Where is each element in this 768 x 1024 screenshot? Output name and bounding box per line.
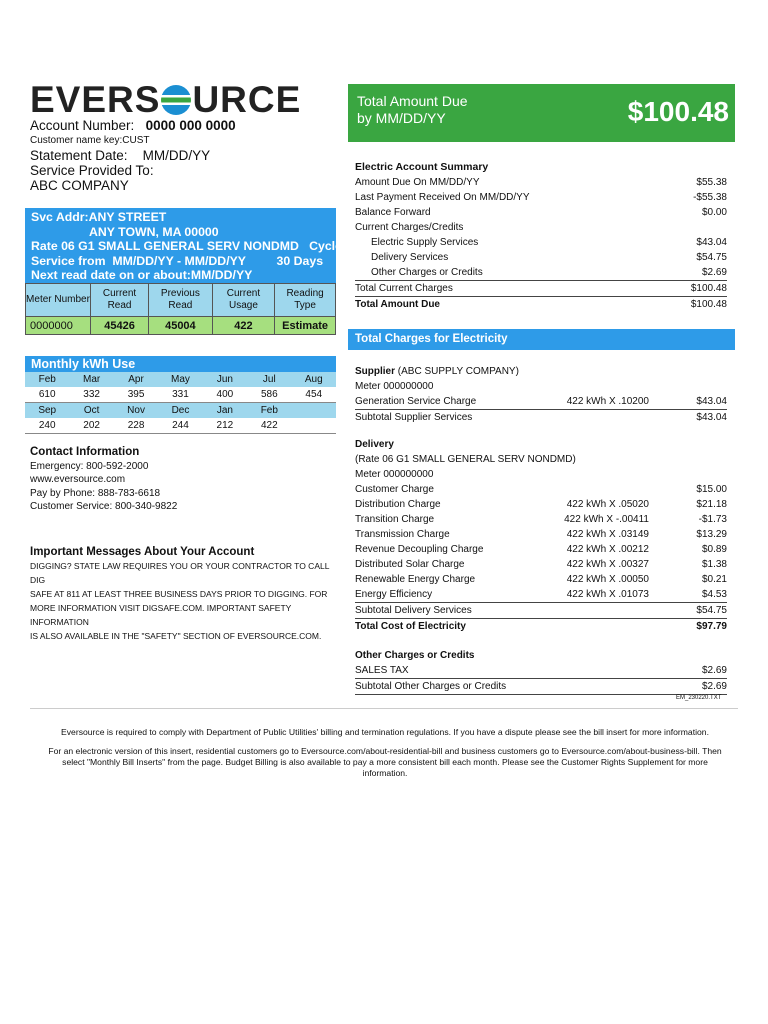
footer-notice — [40, 727, 730, 787]
summary-amount: $54.75 — [696, 252, 727, 263]
charge-row — [355, 542, 727, 557]
monthly-kwh-title: Monthly kWh Use — [25, 356, 336, 372]
logo-text-left: EVERS — [30, 79, 161, 120]
charge-amount: $2.69 — [701, 665, 727, 676]
kwh-value-row — [25, 418, 336, 434]
summary-desc: Balance Forward — [355, 207, 431, 218]
charge-amount: $21.18 — [696, 499, 727, 510]
service-town: ANY TOWN, MA 00000 — [89, 224, 219, 239]
delivery-rate-text: (Rate 06 G1 SMALL GENERAL SERV NONDMD) — [355, 454, 576, 465]
kwh-month: Sep — [25, 403, 69, 419]
meter-value: 45004 — [149, 317, 213, 335]
delivery-title — [355, 437, 727, 452]
charge-desc: Energy Efficiency — [355, 589, 433, 600]
charge-desc: Total Cost of Electricity — [355, 621, 466, 632]
kwh-value — [292, 418, 336, 434]
electric-account-summary — [355, 160, 727, 312]
charge-usage — [539, 663, 667, 678]
subtotal-row — [355, 410, 727, 425]
total-charges-title: Total Charges for Electricity — [348, 329, 735, 350]
meter-header: Current Read — [91, 284, 149, 317]
charge-desc: Renewable Energy Charge — [355, 574, 476, 585]
charge-row — [355, 557, 727, 572]
charge-amount: $97.79 — [696, 621, 727, 632]
statement-date: MM/DD/YY — [142, 148, 211, 163]
meter-header: Previous Read — [149, 284, 213, 317]
kwh-value: 212 — [203, 418, 247, 434]
summary-row — [355, 235, 727, 250]
charge-amount: $13.29 — [696, 529, 727, 540]
summary-desc: Amount Due On MM/DD/YY — [355, 177, 480, 188]
charge-usage: 422 kWh X .00050 — [566, 574, 649, 585]
total-due-label — [357, 93, 468, 127]
kwh-month: Jan — [203, 403, 247, 419]
summary-amount: $0.00 — [701, 207, 727, 218]
kwh-value: 586 — [247, 387, 291, 403]
rate-line: Rate 06 G1 SMALL GENERAL SERV NONDMD Cycle 17 — [31, 239, 360, 253]
summary-desc: Last Payment Received On MM/DD/YY — [355, 192, 530, 203]
summary-amount: $55.38 — [696, 177, 727, 188]
other-charges-title — [355, 648, 727, 663]
delivery-label: Delivery — [355, 439, 394, 450]
meter-number: Meter 000000000 — [355, 381, 434, 392]
charge-usage: 422 kWh X .05020 — [566, 499, 649, 510]
charges-detail — [355, 364, 727, 695]
charge-desc: Subtotal Other Charges or Credits — [355, 681, 507, 692]
kwh-month-row — [25, 372, 336, 387]
footer-paragraph: For an electronic version of this insert, residential customers go to Eversource.com/about-residential-bill and business customers go to Eversource.com/about-business-bill. Then select "Monthly Bill Inserts" from the page. Budget Billing is also available to pay a more consistent bill each month. Please see the Customer Rights Supplement for more information. — [48, 746, 722, 778]
summary-amount: -$55.38 — [693, 192, 727, 203]
document-code: EM_230220.TXT — [676, 695, 722, 701]
summary-total-row — [355, 297, 727, 312]
meter-number: Meter 000000000 — [355, 469, 434, 480]
supplier-header — [355, 364, 727, 379]
charge-row — [355, 497, 727, 512]
emergency-phone: Emergency: 800-592-2000 — [30, 460, 149, 472]
meter-table — [25, 283, 336, 335]
eversource-logo — [30, 80, 301, 120]
charge-amount: -$1.73 — [698, 514, 727, 525]
charge-amount: $15.00 — [696, 484, 727, 495]
charge-desc: Subtotal Delivery Services — [355, 605, 472, 616]
charge-usage: 422 kWh X .10200 — [566, 396, 649, 407]
charge-usage — [539, 619, 667, 634]
customer-service-phone: Customer Service: 800-340-9822 — [30, 501, 178, 512]
summary-row — [355, 205, 727, 220]
statement-date-line — [30, 148, 236, 163]
account-number: 0000 000 0000 — [145, 118, 236, 133]
charge-amount: $0.21 — [701, 574, 727, 585]
delivery-rate — [355, 452, 727, 467]
charge-amount: $4.53 — [701, 589, 727, 600]
kwh-value: 610 — [25, 387, 69, 403]
kwh-value: 240 — [25, 418, 69, 434]
charge-amount: $1.38 — [701, 559, 727, 570]
charge-row — [355, 512, 727, 527]
summary-title: Electric Account Summary — [355, 161, 489, 173]
kwh-month: Mar — [69, 372, 113, 387]
kwh-month: Feb — [247, 403, 291, 419]
service-address: Svc Addr:ANY STREET — [31, 210, 167, 224]
kwh-value: 331 — [158, 387, 202, 403]
summary-amount: $43.04 — [696, 237, 727, 248]
charge-usage: 422 kWh X .00212 — [566, 544, 649, 555]
kwh-value: 244 — [158, 418, 202, 434]
footer-divider — [30, 708, 738, 709]
charge-row — [355, 572, 727, 587]
charge-desc: Distributed Solar Charge — [355, 559, 465, 570]
statement-date-label: Statement Date: — [30, 148, 128, 163]
company-name: ABC COMPANY — [30, 178, 129, 193]
kwh-month: Nov — [114, 403, 158, 419]
charge-desc: Generation Service Charge — [355, 396, 477, 407]
summary-amount: $100.48 — [690, 283, 727, 294]
meter-value: 422 — [212, 317, 275, 335]
total-due-amount: $100.48 — [627, 96, 729, 127]
important-messages — [30, 545, 330, 643]
summary-amount: $100.48 — [690, 299, 727, 310]
charge-usage — [539, 410, 667, 425]
kwh-month: Apr — [114, 372, 158, 387]
charge-usage — [539, 679, 667, 694]
kwh-value: 454 — [292, 387, 336, 403]
supplier-label: Supplier — [355, 366, 396, 377]
charge-row — [355, 394, 727, 410]
account-info — [30, 118, 236, 193]
message-line: MORE INFORMATION VISIT DIGSAFE.COM. IMPORTANT SAFETY INFORMATION — [30, 603, 292, 627]
charge-row — [355, 663, 727, 679]
charge-desc: Subtotal Supplier Services — [355, 412, 473, 423]
service-period: Service from MM/DD/YY - MM/DD/YY 30 Days — [31, 253, 324, 268]
kwh-month: Feb — [25, 372, 69, 387]
kwh-month: Jun — [203, 372, 247, 387]
footer-paragraph: Eversource is required to comply with Department of Public Utilities' billing and termination regulations. If you have a dispute please see the bill insert for more information. — [61, 727, 709, 737]
website-link[interactable]: www.eversource.com — [30, 474, 126, 485]
summary-row — [355, 250, 727, 265]
account-number-line — [30, 118, 236, 133]
kwh-month: Aug — [292, 372, 336, 387]
account-number-label: Account Number: — [30, 118, 135, 133]
other-charges-label: Other Charges or Credits — [355, 650, 475, 661]
charge-desc: Transmission Charge — [355, 529, 450, 540]
summary-desc: Total Current Charges — [355, 283, 453, 294]
kwh-month-row — [25, 403, 336, 419]
kwh-month: Dec — [158, 403, 202, 419]
summary-desc: Delivery Services — [371, 252, 449, 263]
summary-row — [355, 281, 727, 297]
total-amount-due-box — [348, 84, 735, 142]
pay-by-phone: Pay by Phone: 888-783-6618 — [30, 487, 161, 499]
summary-desc: Other Charges or Credits — [371, 267, 483, 278]
charge-usage: 422 kWh X .03149 — [566, 529, 649, 540]
service-address-box — [25, 208, 360, 285]
charge-usage — [539, 603, 667, 618]
kwh-value-row — [25, 387, 336, 403]
charge-desc: Revenue Decoupling Charge — [355, 544, 484, 555]
meter-header: Meter Number — [26, 284, 91, 317]
meter-value-row — [26, 317, 336, 335]
contact-title: Contact Information — [30, 446, 140, 458]
charge-row — [355, 482, 727, 497]
kwh-month: Jul — [247, 372, 291, 387]
service-provided-label: Service Provided To: — [30, 163, 154, 178]
summary-amount: $2.69 — [701, 267, 727, 278]
contact-information — [30, 446, 177, 514]
summary-row — [355, 175, 727, 190]
messages-title: Important Messages About Your Account — [30, 546, 255, 558]
kwh-month: May — [158, 372, 202, 387]
summary-desc: Total Amount Due — [355, 299, 440, 310]
kwh-month: Oct — [69, 403, 113, 419]
charge-row — [355, 587, 727, 603]
total-cost-row — [355, 619, 727, 634]
charge-desc: Transition Charge — [355, 514, 435, 525]
charge-usage: 422 kWh X .01073 — [566, 589, 649, 600]
charge-usage: 422 kWh X -.00411 — [564, 514, 649, 525]
charge-amount: $0.89 — [701, 544, 727, 555]
kwh-value: 400 — [203, 387, 247, 403]
meter-value: 45426 — [91, 317, 149, 335]
next-read-date: Next read date on or about:MM/DD/YY — [31, 268, 253, 282]
message-line: DIGGING? STATE LAW REQUIRES YOU OR YOUR CONTRACTOR TO CALL DIG — [30, 561, 330, 585]
supplier-name: (ABC SUPPLY COMPANY) — [395, 366, 519, 377]
charge-amount: $43.04 — [696, 412, 727, 423]
charge-amount: $54.75 — [696, 605, 727, 616]
meter-header: Reading Type — [275, 284, 336, 317]
message-line: SAFE AT 811 AT LEAST THREE BUSINESS DAYS PRIOR TO DIGGING. FOR — [30, 589, 328, 599]
subtotal-row — [355, 603, 727, 619]
meter-value: 0000000 — [26, 317, 91, 335]
charge-usage — [539, 482, 667, 497]
monthly-kwh-table — [25, 372, 336, 434]
meter-value: Estimate — [275, 317, 336, 335]
supplier-meter — [355, 379, 727, 394]
kwh-value: 228 — [114, 418, 158, 434]
summary-desc: Current Charges/Credits — [355, 222, 464, 233]
message-line: IS ALSO AVAILABLE IN THE "SAFETY" SECTION OF EVERSOURCE.COM. — [30, 631, 322, 641]
total-due-by-date: by MM/DD/YY — [357, 110, 446, 126]
kwh-value: 422 — [247, 418, 291, 434]
kwh-value: 395 — [114, 387, 158, 403]
charge-desc: SALES TAX — [355, 665, 409, 676]
kwh-value: 332 — [69, 387, 113, 403]
summary-row — [355, 220, 727, 235]
charge-amount: $43.04 — [696, 396, 727, 407]
kwh-value: 202 — [69, 418, 113, 434]
summary-row — [355, 265, 727, 281]
delivery-meter — [355, 467, 727, 482]
charge-desc: Customer Charge — [355, 484, 434, 495]
meter-header-row — [26, 284, 336, 317]
summary-desc: Electric Supply Services — [371, 237, 479, 248]
logo-globe-icon — [161, 85, 191, 115]
kwh-month — [292, 403, 336, 419]
summary-row — [355, 190, 727, 205]
charge-desc: Distribution Charge — [355, 499, 441, 510]
charge-amount: $2.69 — [701, 681, 727, 692]
logo-text-right: URCE — [192, 79, 302, 120]
subtotal-row — [355, 679, 727, 695]
total-due-title: Total Amount Due — [357, 93, 468, 109]
charge-usage: 422 kWh X .00327 — [566, 559, 649, 570]
customer-name-key: Customer name key:CUST — [30, 135, 150, 146]
meter-header: Current Usage — [212, 284, 275, 317]
charge-row — [355, 527, 727, 542]
